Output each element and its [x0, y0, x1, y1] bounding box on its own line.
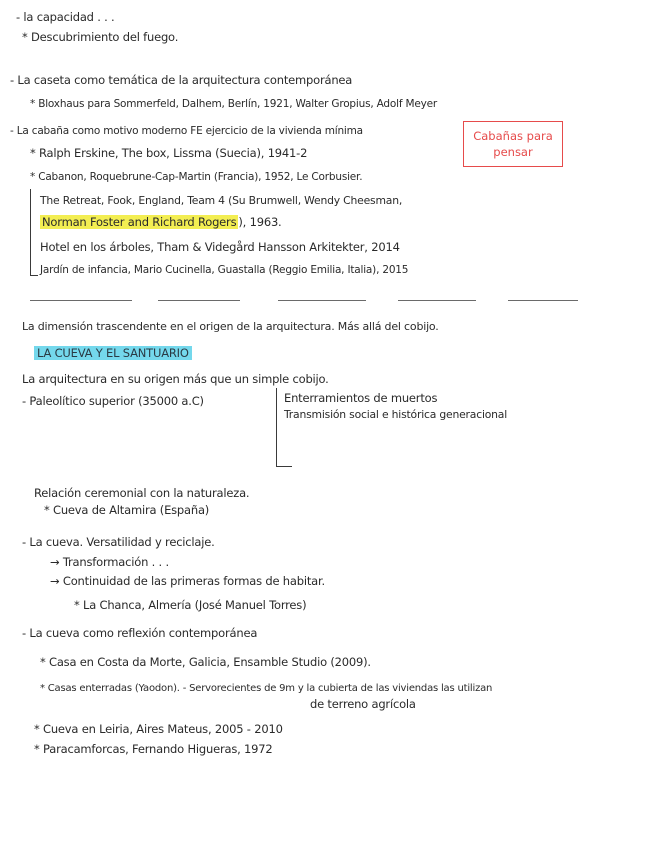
note-line: * Cabanon, Roquebrune-Cap-Martin (Francia), 1952, Le Corbusier. — [30, 171, 363, 183]
highlight-text: LA CUEVA Y EL SANTUARIO — [34, 346, 192, 360]
note-line: Relación ceremonial con la naturaleza. — [34, 486, 250, 500]
section-heading: - La cabaña como motivo moderno FE ejercicio de la vivienda mínima — [10, 125, 363, 137]
divider — [30, 300, 132, 301]
note-line: * Cueva de Altamira (España) — [44, 503, 210, 517]
note-line: Enterramientos de muertos — [284, 391, 438, 405]
section-heading: La dimensión trascendente en el origen de la arquitectura. Más allá del cobijo. — [22, 320, 439, 333]
list-bracket — [276, 388, 277, 466]
note-line: * La Chanca, Almería (José Manuel Torres) — [74, 598, 307, 612]
note-line: * Casas enterradas (Yaodon). - Servorecientes de 9m y la cubierta de las viviendas las utilizan — [40, 683, 493, 694]
note-text: ), 1963. — [238, 215, 282, 229]
highlight-text: Norman Foster and Richard Rogers — [42, 215, 237, 229]
note-line: → Transformación . . . — [50, 555, 169, 569]
list-bracket-end — [30, 275, 38, 276]
side-note-box — [463, 121, 563, 167]
note-line: * Cueva en Leiria, Aires Mateus, 2005 - 2010 — [34, 722, 283, 736]
note-line: Hotel en los árboles, Tham & Videgård Hansson Arkitekter, 2014 — [40, 240, 400, 254]
note-line: → Continuidad de las primeras formas de habitar. — [50, 574, 325, 588]
divider — [508, 300, 578, 301]
divider — [278, 300, 366, 301]
section-heading: - La cueva como reflexión contemporánea — [22, 626, 258, 640]
note-line — [40, 215, 282, 229]
note-line: de terreno agrícola — [310, 697, 416, 711]
side-note-line: Cabañas para — [473, 129, 553, 143]
divider — [398, 300, 476, 301]
note-line: * Paracamforcas, Fernando Higueras, 1972 — [34, 742, 273, 756]
note-line: - Paleolítico superior (35000 a.C) — [22, 394, 204, 408]
note-line: * Bloxhaus para Sommerfeld, Dalhem, Berlín, 1921, Walter Gropius, Adolf Meyer — [30, 98, 437, 110]
section-heading: - La cueva. Versatilidad y reciclaje. — [22, 535, 215, 549]
section-heading: - La caseta como temática de la arquitectura contemporánea — [10, 73, 353, 87]
side-note-line: pensar — [493, 145, 533, 159]
note-line: - la capacidad . . . — [16, 10, 115, 24]
list-bracket-end — [276, 466, 292, 467]
note-line: Jardín de infancia, Mario Cucinella, Guastalla (Reggio Emilia, Italia), 2015 — [40, 264, 409, 276]
note-line: * Casa en Costa da Morte, Galicia, Ensamble Studio (2009). — [40, 655, 371, 669]
note-line: * Ralph Erskine, The box, Lissma (Suecia), 1941-2 — [30, 146, 308, 160]
divider — [158, 300, 240, 301]
highlight-heading — [34, 346, 192, 360]
list-bracket — [30, 189, 31, 275]
note-line: * Descubrimiento del fuego. — [22, 30, 179, 44]
note-line: The Retreat, Fook, England, Team 4 (Su Brumwell, Wendy Cheesman, — [40, 194, 403, 207]
note-line: La arquitectura en su origen más que un simple cobijo. — [22, 372, 329, 386]
note-line: Transmisión social e histórica generacional — [284, 408, 508, 421]
